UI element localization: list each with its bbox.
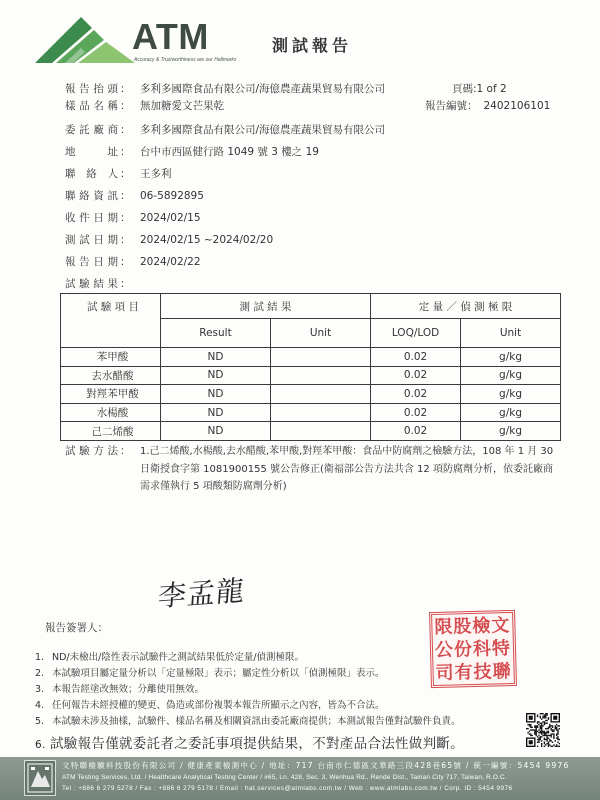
cell-limit-unit: g/kg xyxy=(461,403,561,422)
seal-row: 公份科特 xyxy=(434,637,512,661)
field-colon: ： xyxy=(120,124,131,136)
logo-tagline: Accuracy & Trustworthiness are our Hallmarks xyxy=(134,57,237,63)
cell-result: ND xyxy=(161,403,271,422)
note-number: 1. xyxy=(35,652,45,663)
field-value: 2024/02/15 xyxy=(140,212,201,224)
report-number-label: 報告編號： xyxy=(425,100,478,112)
field-colon: ： xyxy=(120,168,131,180)
field-label: 收 件 日 期 xyxy=(65,212,118,224)
footer-bar xyxy=(0,757,600,800)
footer-company-en: ATM Testing Services, Ltd. / Healthcare Analytical Testing Center / #65, Ln. 428, Sec. 3, Wenhua Rd., Rende Dist., Tainan City 717, Taiwan, R.O.C. xyxy=(62,774,507,781)
method-label: 試 驗 方 法 xyxy=(65,445,118,457)
field-contact-info xyxy=(65,189,560,203)
field-label: 聯 絡 資 訊 xyxy=(65,190,118,202)
page-title: 測試報告 xyxy=(272,36,353,55)
note-text: 本試驗未涉及抽樣，試驗件、樣品名稱及相關資訊由委託廠商提供；本測試報告僅對試驗件負責。 xyxy=(52,716,461,727)
cell-limit: 0.02 xyxy=(371,403,461,422)
field-report-header xyxy=(65,82,560,96)
note-text: 試驗報告僅就委託者之委託事項提供結果，不對產品合法性做判斷。 xyxy=(50,736,464,752)
field-report-date xyxy=(65,255,560,269)
subheader-limit-unit: Unit xyxy=(461,319,561,348)
cell-result-unit xyxy=(271,385,371,404)
field-label: 樣 品 名 稱 xyxy=(65,100,118,112)
field-label: 報 告 日 期 xyxy=(65,256,118,268)
field-label: 聯 絡 人 xyxy=(65,168,118,180)
table-row xyxy=(61,366,561,385)
field-contact-person xyxy=(65,167,560,181)
note-item xyxy=(35,667,385,680)
field-test-results xyxy=(65,277,560,291)
table-header-row xyxy=(61,294,561,319)
cell-result: ND xyxy=(161,348,271,367)
field-label: 委 託 廠 商 xyxy=(65,124,118,136)
field-client xyxy=(65,123,560,137)
field-colon: ： xyxy=(120,146,131,158)
subheader-loq-lod: LOQ/LOD xyxy=(371,319,461,348)
note-item-disclaimer xyxy=(35,735,464,754)
method-text: 1.己二烯酸,水楊酸,去水醋酸,苯甲酸,對羥苯甲酸：食品中防腐劑之檢驗方法，108 年 1 月 30 日衛授食字第 1081900155 號公告修正(衛福部公告方法共含 12 項防腐劑分析，依委託廠商需求僅執行 5 項酸類防腐劑分析) xyxy=(140,446,554,492)
field-value: 無加糖愛文芒果乾 xyxy=(140,100,224,112)
cell-limit-unit: g/kg xyxy=(461,385,561,404)
field-label: 試 驗 結 果 xyxy=(65,278,118,290)
table-row xyxy=(61,385,561,404)
field-colon: ： xyxy=(120,278,131,290)
cell-item: 己二烯酸 xyxy=(61,422,161,441)
field-colon: ： xyxy=(120,234,131,246)
seal-row: 司有技聯 xyxy=(435,660,512,684)
cell-item: 苯甲酸 xyxy=(61,348,161,367)
method-label-group xyxy=(65,443,140,461)
cell-result: ND xyxy=(161,385,271,404)
note-text: ND/未檢出/陰性表示試驗件之測試結果低於定量/偵測極限。 xyxy=(52,652,305,663)
mountain-logo-icon xyxy=(35,15,135,63)
field-colon: ： xyxy=(120,212,131,224)
seal-row: 限股檢文 xyxy=(434,614,511,638)
note-text: 本試驗項目屬定量分析以「定量極限」表示；屬定性分析以「偵測極限」表示。 xyxy=(52,668,385,679)
note-item xyxy=(35,699,385,712)
field-value: 多利多國際食品有限公司/海億農產蔬果貿易有限公司 xyxy=(140,83,386,95)
header-detection-limit: 定 量 ／ 偵 測 極 限 xyxy=(371,294,561,319)
field-test-date xyxy=(65,233,560,247)
field-address xyxy=(65,145,560,159)
cell-result-unit xyxy=(271,422,371,441)
note-item xyxy=(35,683,204,696)
note-item xyxy=(35,651,304,664)
report-number-value: 2402106101 xyxy=(483,100,551,112)
footer-company-zh: 文特聯檢驗科技股份有限公司 / 健康產業檢測中心 / 地址：717 台南市仁德區文華路三段428巷65號 / 統一編號：5454 9976 xyxy=(62,761,570,770)
field-label: 報 告 抬 頭 xyxy=(65,83,118,95)
cell-result-unit xyxy=(271,403,371,422)
field-received-date xyxy=(65,211,560,225)
field-label: 地 址 xyxy=(65,146,118,158)
note-text: 本報告經塗改無效；分離使用無效。 xyxy=(52,684,205,695)
cell-item: 去水醋酸 xyxy=(61,366,161,385)
field-colon: ： xyxy=(120,190,131,202)
field-colon: ： xyxy=(120,256,131,268)
table-row xyxy=(61,348,561,367)
cell-limit-unit: g/kg xyxy=(461,348,561,367)
footer-contact: Tel : +886 6 279 5278 / Fax : +886 6 279 5178 / Email : hat.services@atmlabs.com.tw / Web : www.atmlabs.com.tw / Corp. ID : 5454 9976 xyxy=(62,785,513,792)
cell-limit: 0.02 xyxy=(371,422,461,441)
method-colon: ： xyxy=(120,445,131,457)
subheader-result-unit: Unit xyxy=(271,319,371,348)
cell-limit: 0.02 xyxy=(371,348,461,367)
field-colon: ： xyxy=(120,100,131,112)
subheader-result: Result xyxy=(161,319,271,348)
cell-result-unit xyxy=(271,366,371,385)
table-row xyxy=(61,403,561,422)
field-value: 2024/02/15 ~2024/02/20 xyxy=(140,234,274,246)
field-sample-name xyxy=(65,99,560,113)
cell-result-unit xyxy=(271,348,371,367)
cell-result: ND xyxy=(161,366,271,385)
cell-result: ND xyxy=(161,422,271,441)
field-value: 2024/02/22 xyxy=(140,256,201,268)
note-number: 2. xyxy=(35,668,45,679)
note-text: 任何報告未經授權的變更、偽造或部份複製本報告所顯示之內容，皆為不合法。 xyxy=(52,700,385,711)
cell-limit-unit: g/kg xyxy=(461,422,561,441)
company-seal xyxy=(429,610,517,688)
note-number: 4. xyxy=(35,700,45,711)
cell-item: 對羥苯甲酸 xyxy=(61,385,161,404)
header-test-result: 測 試 結 果 xyxy=(161,294,371,319)
cell-limit-unit: g/kg xyxy=(461,366,561,385)
note-number: 3. xyxy=(35,684,45,695)
field-value: 06-5892895 xyxy=(140,190,204,202)
field-value: 王多利 xyxy=(140,168,172,180)
cell-limit: 0.02 xyxy=(371,366,461,385)
footer-logo-icon xyxy=(24,760,56,796)
results-table xyxy=(60,293,561,441)
note-item xyxy=(35,715,461,728)
cell-item: 水楊酸 xyxy=(61,403,161,422)
cell-limit: 0.02 xyxy=(371,385,461,404)
signer-label: 報告簽署人： xyxy=(45,622,108,634)
logo-brand: ATM xyxy=(132,16,209,57)
note-number: 6. xyxy=(35,739,46,751)
header-test-item: 試 驗 項 目 xyxy=(61,294,161,348)
field-value: 台中市西區健行路 1049 號 3 樓之 19 xyxy=(140,146,319,158)
note-number: 5. xyxy=(35,716,45,727)
qr-code-icon xyxy=(526,713,560,747)
field-label: 測 試 日 期 xyxy=(65,234,118,246)
field-colon: ： xyxy=(120,83,131,95)
page-number: 頁碼:1 of 2 xyxy=(452,83,507,95)
handwritten-signature: 李孟龍 xyxy=(156,573,247,614)
table-row xyxy=(61,422,561,441)
field-value: 多利多國際食品有限公司/海億農產蔬果貿易有限公司 xyxy=(140,124,386,136)
